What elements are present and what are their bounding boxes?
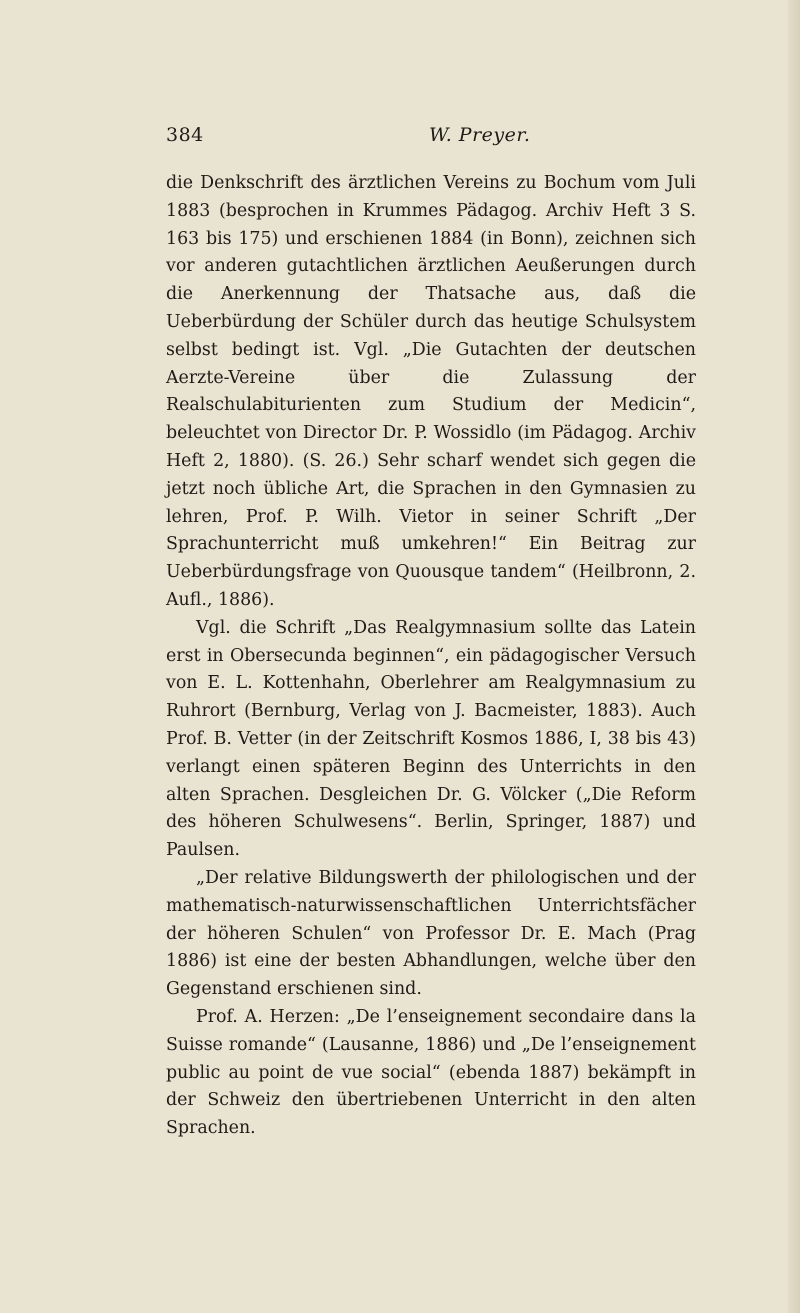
running-head: W. Preyer. [429,124,531,146]
body-text [166,170,696,1143]
paragraph: Prof. A. Herzen: „De l’enseignement secondaire dans la Suisse romande“ (Lausanne, 1886) und „De l’enseignement public au point de vue social“ (ebenda 1887) bekämpft in der Schweiz den übertriebenen Unterricht in den alten Sprachen. [166,1006,696,1139]
paragraph: Vgl. die Schrift „Das Realgymnasium sollte das Latein erst in Obersecunda beginnen“, ein pädagogischer Versuch von E. L. Kottenhahn, Oberlehrer am Realgymnasium zu Ruhrort (Bernburg, Verlag von J. Bacmeister, 1883). Auch Prof. B. Vetter (in der Zeitschrift Kosmos 1886, I, 38 bis 43) verlangt einen späteren Beginn des Unterrichts in den alten Sprachen. Desgleichen Dr. G. Völcker („Die Reform des höheren Schulwesens“. Berlin, Springer, 1887) und Paulsen. [166,617,696,861]
paragraph: die Denkschrift des ärztlichen Vereins zu Bochum vom Juli 1883 (besprochen in Krummes Pädagog. Archiv Heft 3 S. 163 bis 175) und erschienen 1884 (in Bonn), zeichnen sich vor anderen gutachtlichen ärztlichen Aeußerungen durch die Anerkennung der Thatsache aus, daß die Ueberbürdung der Schüler durch das heutige Schulsystem selbst bedingt ist. Vgl. „Die Gutachten der deutschen Aerzte-Vereine über die Zulassung der Realschulabiturienten zum Studium der Medicin“, beleuchtet von Director Dr. P. Wossidlo (im Pädagog. Archiv Heft 2, 1880). (S. 26.) Sehr scharf wendet sich gegen die jetzt noch übliche Art, die Sprachen in den Gymnasien zu lehren, Prof. P. Wilh. Vietor in seiner Schrift „Der Sprachunterricht muß umkehren!“ Ein Beitrag zur Ueberbürdungsfrage von Quousque tandem“ (Heilbronn, 2. Aufl., 1886). [166,173,696,610]
page-number: 384 [166,124,204,146]
page-edge [788,0,800,1313]
page-header [166,124,696,150]
paragraph: „Der relative Bildungswerth der philologischen und der mathematisch-naturwissenschaftlichen Unterrichtsfächer der höheren Schulen“ von Professor Dr. E. Mach (Prag 1886) ist eine der besten Abhandlungen, welche über den Gegenstand erschienen sind. [166,867,696,1000]
